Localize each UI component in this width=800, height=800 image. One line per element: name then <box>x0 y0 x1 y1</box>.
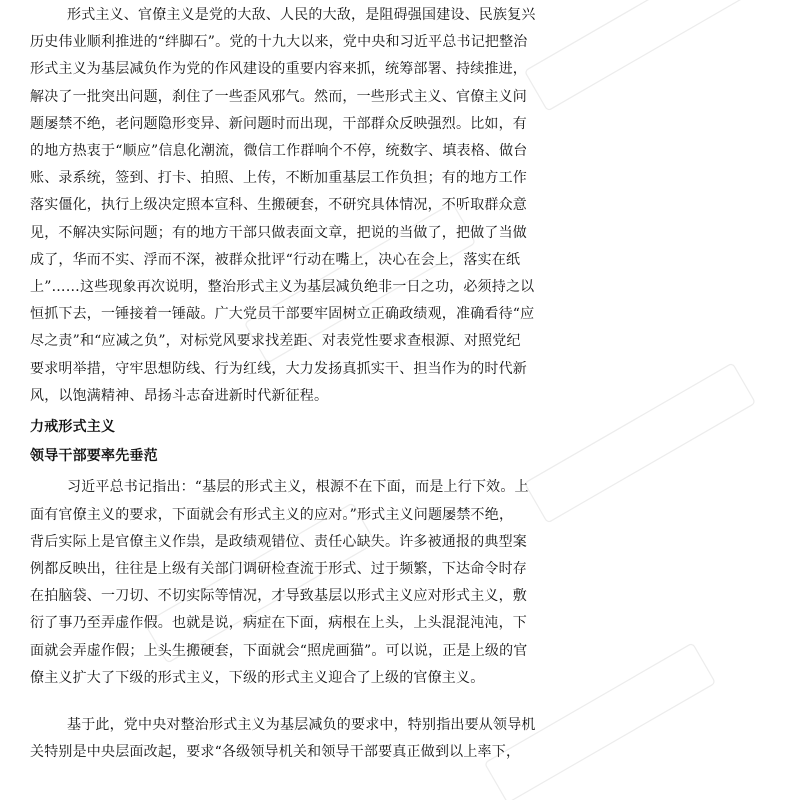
paragraph-line: 关特别是中央层面改起，要求“各级领导机关和领导干部要真正做到以上率下， <box>30 744 521 761</box>
paragraph-line: 僚主义扩大了下级的形式主义，下级的形式主义迎合了上级的官僚主义。 <box>30 669 485 686</box>
paragraph-line: 例都反映出，往往是上级有关部门调研检查流于形式、过于频繁，下达命令时存 <box>30 561 527 577</box>
paragraph-line: 习近平总书记指出：“基层的形式主义，根源不在下面，而是上行下效。上 <box>67 479 529 496</box>
paragraph-line: 账、录系统，签到、打卡、拍照、上传，不断加重基层工作负担；有的地方工作 <box>30 170 527 187</box>
paragraph-line: 衍了事乃至弄虚作假。也就是说，病症在下面，病根在上头，上头混混沌沌，下 <box>30 615 527 632</box>
paragraph-line: 基于此，党中央对整治形式主义为基层减负的要求中，特别指出要从领导机 <box>67 717 536 733</box>
paragraph-line: 落实僵化，执行上级决定照本宣科、生搬硬套，不研究具体情况，不听取群众意 <box>30 197 527 214</box>
paragraph-line: 的地方热衷于“顺应”信息化潮流，微信工作群响个不停，统数字、填表格、做台 <box>30 143 528 159</box>
section-heading: 力戒形式主义 <box>30 419 116 435</box>
paragraph-line: 在拍脑袋、一刀切、不切实际等情况，才导致基层以形式主义应对形式主义，敷 <box>30 588 527 605</box>
paragraph-line: 尽之责”和“应减之负”，对标党风要求找差距、对表党性要求查根源、对照党纪 <box>30 333 521 350</box>
paragraph-line: 面有官僚主义的要求，下面就会有形式主义的应对。”形式主义问题屡禁不绝， <box>30 506 514 523</box>
paragraph-line: 题屡禁不绝，老问题隐形变异、新问题时而出现，干部群众反映强烈。比如，有 <box>30 115 527 132</box>
paragraph-line: 上”……这些现象再次说明，整治形式主义为基层减负绝非一日之功，必须持之以 <box>30 279 535 295</box>
paragraph-line: 成了，华而不实、浮而不深，被群众批评“行动在嘴上，决心在会上，落实在纸 <box>30 251 521 268</box>
paragraph-line: 形式主义为基层减负作为党的作风建设的重要内容来抓，统筹部署、持续推进， <box>30 61 527 78</box>
paragraph-line: 解决了一批突出问题，刹住了一些歪风邪气。然而，一些形式主义、官僚主义问 <box>30 88 527 105</box>
paragraph-line: 见，不解决实际问题；有的地方干部只做表面文章，把说的当做了，把做了当做 <box>30 224 527 241</box>
paragraph-line: 面就会弄虚作假；上头生搬硬套，下面就会“照虎画猫”。可以说，正是上级的官 <box>30 642 528 659</box>
paragraph-line: 风，以饱满精神、昂扬斗志奋进新时代新征程。 <box>30 387 329 404</box>
paragraph-line: 历史伟业顺利推进的“绊脚石”。党的十九大以来，党中央和习近平总书记把整治 <box>30 34 528 51</box>
section-subheading: 领导干部要率先垂范 <box>30 448 158 465</box>
paragraph-line: 背后实际上是官僚主义作祟，是政绩观错位、责任心缺失。许多被通报的典型案 <box>30 533 527 550</box>
paragraph-line: 要求明举措，守牢思想防线、行为红线，大力发扬真抓实干、担当作为的时代新 <box>30 360 527 377</box>
paragraph-line: 形式主义、官僚主义是党的大敌、人民的大敌，是阻碍强国建设、民族复兴 <box>67 7 536 23</box>
paragraph-line: 恒抓下去，一锤接着一锤敲。广大党员干部要牢固树立正确政绩观，准确看待“应 <box>30 306 535 323</box>
